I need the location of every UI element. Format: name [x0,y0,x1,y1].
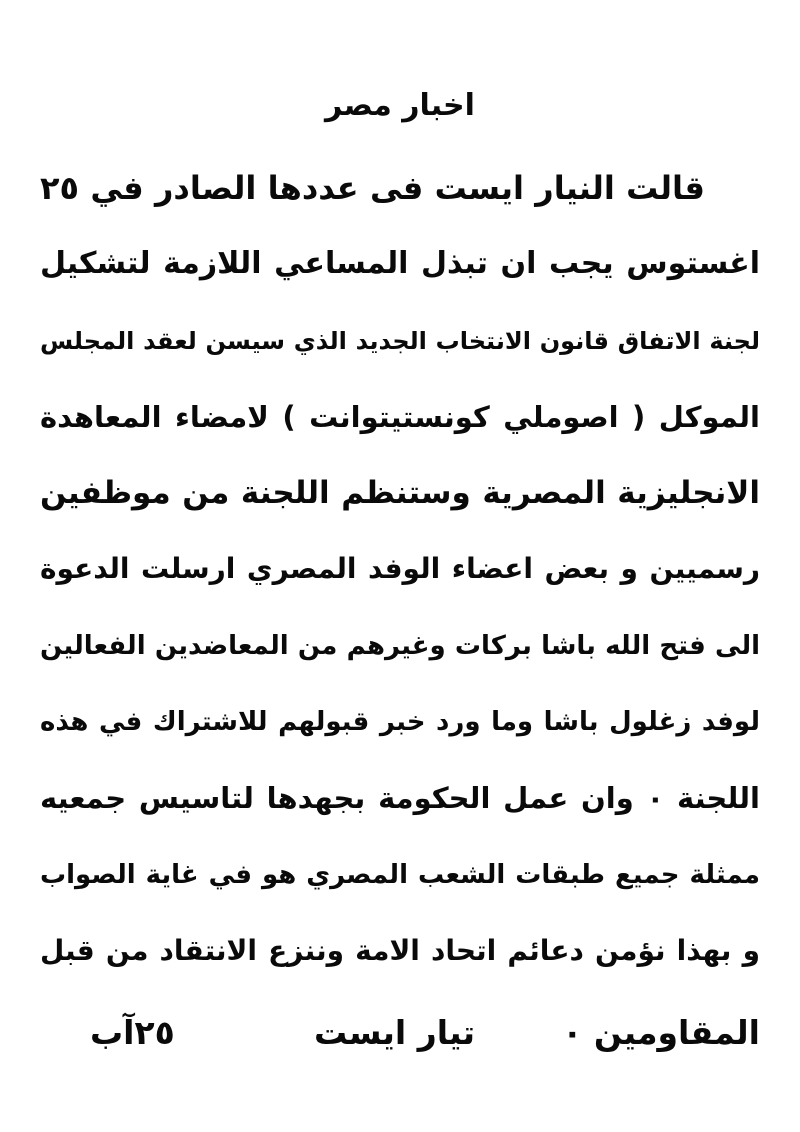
text-line: اغستوس يجب ان تبذل المساعي اللازمة لتشكيل [40,246,760,282]
signature: تيار ايست [314,1013,475,1052]
closing-text: المقاومين ٠ [562,1013,760,1052]
text-line: رسميين و بعض اعضاء الوفد المصري ارسلت الدعوة [40,552,760,586]
text-line: لجنة الاتفاق قانون الانتخاب الجديد الذي سيسن لعقد المجلس [40,326,760,355]
date: ٢٥آب [90,1013,175,1052]
text-line: ممثلة جميع طبقات الشعب المصري هو في غاية الصواب [40,859,760,890]
text-line: الى فتح الله باشا بركات وغيرهم من المعاضدين الفعالين [40,630,760,661]
text-line: اللجنة ٠ وان عمل الحكومة بجهدها لتاسيس جمعيه [40,781,760,816]
closing-line [40,995,760,1071]
text-line: قالت النيار ايست فى عددها الصادر في ٢٥ [40,169,705,207]
article-body [40,150,760,989]
text-line: الانجليزية المصرية وستنظم اللجنة من موظفين [40,475,760,512]
text-line: لوفد زغلول باشا وما ورد خبر قبولهم للاشتراك في هذه [40,707,760,738]
article-title: اخبار مصر [325,88,475,123]
text-line: الموكل ( اصوملي كونستيتوانت ) لامضاء المعاهدة [40,399,760,434]
text-line: و بهذا نؤمن دعائم اتحاد الامة وننزع الانتقاد من قبل [40,933,760,967]
